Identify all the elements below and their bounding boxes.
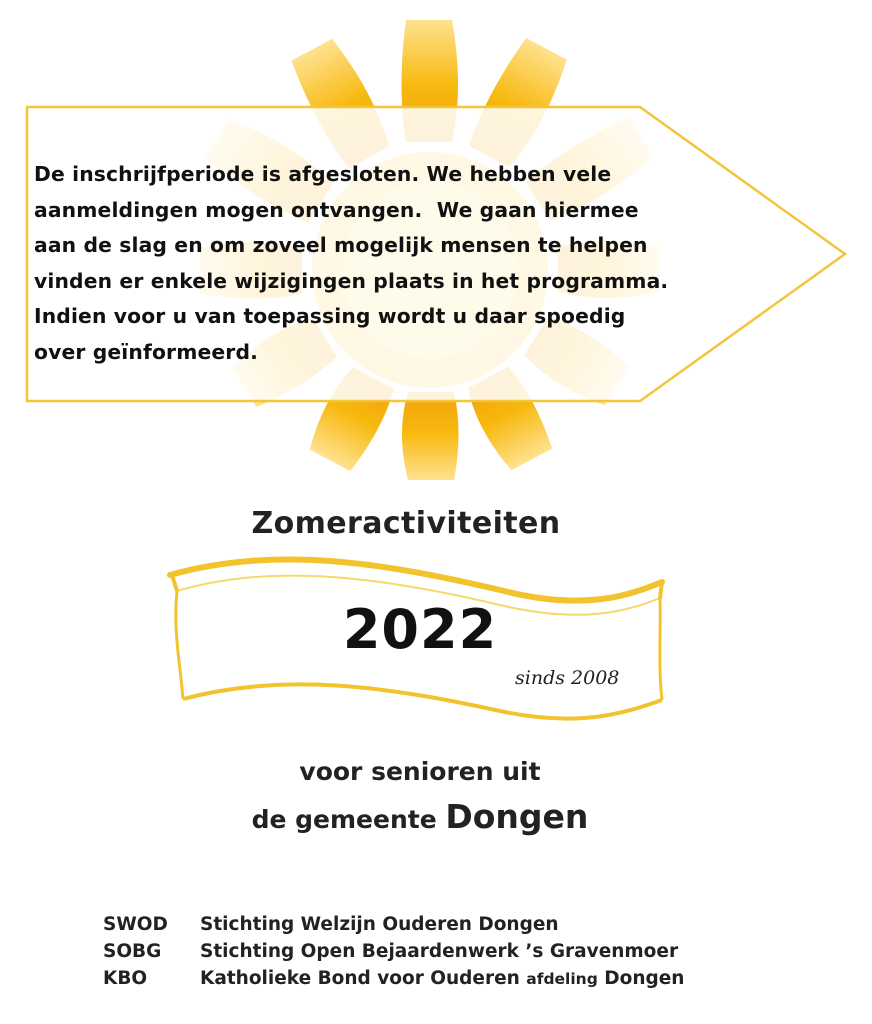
notice-line: Indien voor u van toepassing wordt u daar spoedig [34, 304, 626, 328]
notice-line: aan de slag en om zoveel mogelijk mensen te helpen [34, 233, 648, 257]
year-label: 2022 [342, 598, 498, 661]
organization-name: Stichting Open Bejaardenwerk ’s Gravenmoer [200, 941, 679, 962]
organization-row [103, 911, 803, 938]
organization-row [103, 965, 803, 992]
subtitle-line-2 [0, 797, 840, 836]
page-title: Zomeractiviteiten [251, 506, 561, 541]
subtitle-line-1: voor senioren uit [299, 757, 541, 786]
organization-name-end: Dongen [597, 968, 685, 989]
subtitle-prefix: de gemeente [251, 805, 446, 834]
notice-line: aanmeldingen mogen ontvangen. We gaan hiermee [34, 197, 639, 222]
subtitle-place: Dongen [445, 797, 589, 836]
since-label: sinds 2008 [515, 667, 620, 689]
organization-name: Stichting Welzijn Ouderen Dongen [200, 914, 559, 935]
organization-code: SOBG [103, 941, 162, 962]
organization-code: KBO [103, 968, 148, 989]
organization-name-small: afdeling [526, 970, 598, 988]
organizations-list [103, 911, 803, 992]
organization-name-main: Katholieke Bond voor Ouderen [200, 968, 527, 989]
notice-line: De inschrijfperiode is afgesloten. We hebben vele [34, 162, 612, 186]
notice-line: vinden er enkele wijzigingen plaats in het programma. [34, 268, 669, 293]
organization-code: SWOD [103, 914, 168, 935]
organization-row [103, 938, 803, 965]
organization-name [200, 968, 684, 989]
notice-line: over geïnformeerd. [34, 339, 258, 364]
